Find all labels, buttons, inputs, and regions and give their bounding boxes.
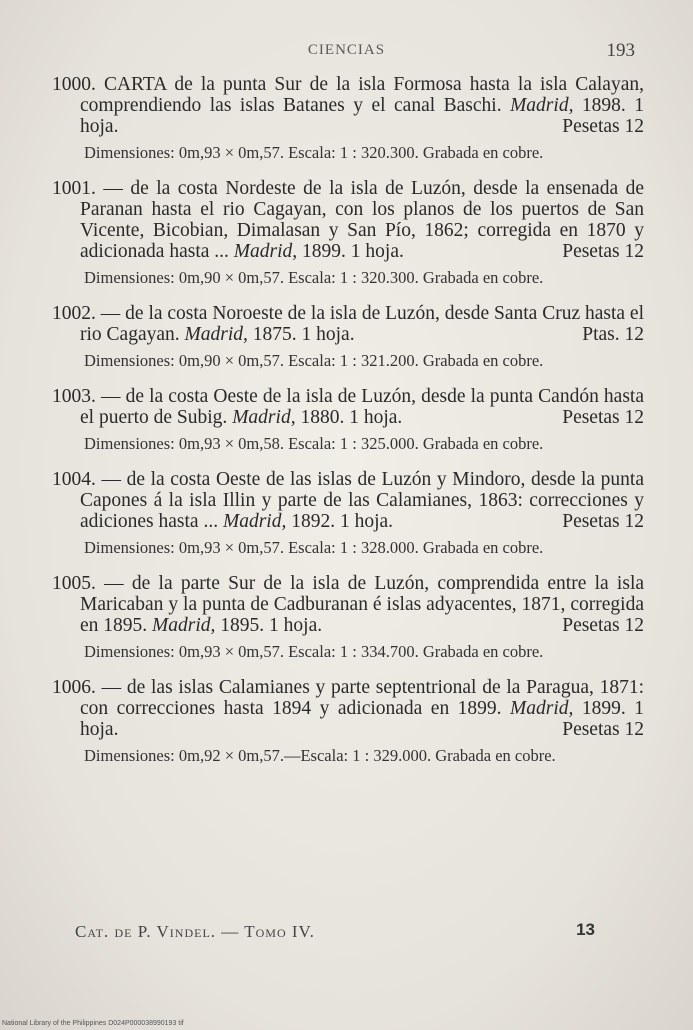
entry-text: — de la costa Noroeste de la isla de Luzón, desde Santa Cruz hasta el rio Cagayan. (80, 303, 645, 345)
catalog-entry (52, 677, 644, 765)
entry-number: 1000. (52, 74, 96, 95)
entry-dimensions: Dimensiones: 0m,93 × 0m,57. Escala: 1 : 328.000. Grabada en cobre. (84, 538, 544, 557)
entry-text: CARTA de la punta Sur de la isla Formosa hasta la isla Calayan, comprendiendo las islas Batanes y el canal Baschi. (80, 74, 644, 116)
entry-text: — de la costa Nordeste de la isla de Luzón, desde la ensenada de Paranan hasta el rio Cagayan, con los planos de los puertos de San Vicente, Bicobian, Dimalasan y San Pío, 1862; corregida en 1870 y adicionada hasta ... (80, 178, 644, 262)
entry-price: Pesetas 12 (562, 511, 644, 532)
entry-number: 1001. (52, 178, 96, 199)
entry-city: Madrid, (222, 511, 287, 532)
scan-credit: National Library of the Philippines D024P000038990193 tif (2, 1020, 184, 1027)
entry-price: Pesetas 12 (562, 615, 644, 636)
entry-city: Madrid, (233, 241, 298, 262)
entry-tail: 1895. 1 hoja. (220, 615, 323, 636)
entry-price: Pesetas 12 (562, 116, 644, 137)
running-title: CIENCIAS (307, 42, 386, 58)
entry-dimensions: Dimensiones: 0m,90 × 0m,57. Escala: 1 : 321.200. Grabada en cobre. (84, 351, 544, 370)
catalog-entry (52, 573, 644, 661)
entry-tail: 1899. 1 hoja. (80, 698, 645, 740)
entry-description (52, 573, 644, 636)
entry-description (52, 74, 644, 137)
entry-dimensions: Dimensiones: 0m,90 × 0m,57. Escala: 1 : 320.300. Grabada en cobre. (84, 268, 544, 287)
entry-number: 1004. (52, 469, 96, 490)
catalog-entry (52, 469, 644, 557)
entry-city: Madrid, (232, 407, 296, 428)
entry-dimensions: Dimensiones: 0m,93 × 0m,57. Escala: 1 : 320.300. Grabada en cobre. (84, 143, 544, 162)
entry-city: Madrid, (152, 615, 216, 636)
catalog-entry (52, 303, 644, 370)
catalog-entry (52, 74, 644, 162)
catalog-entries (52, 74, 644, 781)
entry-price: Ptas. 12 (582, 324, 644, 345)
entry-tail: 1875. 1 hoja. (252, 324, 355, 345)
entry-description (52, 469, 644, 532)
catalog-entry (52, 178, 644, 287)
entry-tail: 1899. 1 hoja. (302, 241, 404, 262)
entry-city: Madrid, (510, 698, 574, 719)
page-footer (75, 922, 595, 948)
entry-description (52, 303, 644, 345)
entry-number: 1006. (52, 677, 96, 698)
entry-description (52, 386, 644, 428)
entry-text: — de las islas Calamianes y parte septentrional de la Paragua, 1871: con correcciones hasta 1894 y adicionada en 1899. (80, 677, 645, 719)
entry-number: 1003. (52, 386, 96, 407)
entry-number: 1002. (52, 303, 96, 324)
entry-price: Pesetas 12 (562, 241, 644, 262)
catalog-footer: Cat. de P. Vindel. — Tomo IV. (75, 922, 315, 941)
entry-tail: 1892. 1 hoja. (291, 511, 394, 532)
entry-tail: 1880. 1 hoja. (300, 407, 403, 428)
entry-dimensions: Dimensiones: 0m,92 × 0m,57.—Escala: 1 : 329.000. Grabada en cobre. (84, 746, 556, 765)
entry-text: — de la costa Oeste de la isla de Luzón, desde la punta Candón hasta el puerto de Subig. (80, 386, 645, 428)
entry-dimensions: Dimensiones: 0m,93 × 0m,58. Escala: 1 : 325.000. Grabada en cobre. (84, 434, 544, 453)
entry-city: Madrid, (184, 324, 248, 345)
entry-tail: 1898. 1 hoja. (80, 95, 645, 137)
entry-price: Pesetas 12 (562, 719, 644, 740)
entry-price: Pesetas 12 (562, 407, 644, 428)
entry-description (52, 677, 644, 740)
entry-city: Madrid, (510, 95, 574, 116)
entry-text: — de la costa Oeste de las islas de Luzón y Mindoro, desde la punta Capones á la isla Illin y parte de las Calamianes, 1863: correcciones y adiciones hasta ... (80, 469, 644, 532)
page-number: 193 (606, 40, 635, 61)
entry-dimensions: Dimensiones: 0m,93 × 0m,57. Escala: 1 : 334.700. Grabada en cobre. (84, 642, 544, 661)
entry-description (52, 178, 644, 262)
entry-text: — de la parte Sur de la isla de Luzón, comprendida entre la isla Maricaban y la punta de Cadburanan é islas adyacentes, 1871, corregida en 1895. (80, 573, 645, 636)
catalog-entry (52, 386, 644, 453)
entry-number: 1005. (52, 573, 96, 594)
signature-mark: 13 (576, 920, 595, 939)
page-header (0, 42, 693, 68)
